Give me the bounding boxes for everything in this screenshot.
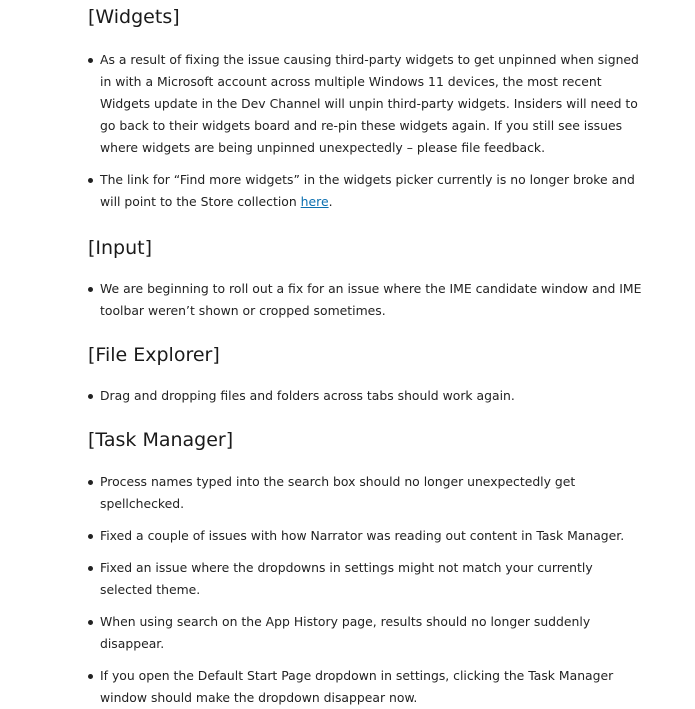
list-item [88,557,648,601]
store-collection-link[interactable]: here [300,194,329,209]
list-item-text: Fixed a couple of issues with how Narrator was reading out content in Task Manager. [100,528,625,543]
list-item-text: Drag and dropping files and folders across tabs should work again. [100,388,515,403]
list-item [88,471,648,515]
section-heading-input: [Input] [88,237,153,259]
list-item-text: As a result of fixing the issue causing third-party widgets to get unpinned when signed in with a Microsoft account across multiple Windows 11 devices, the most recent Widgets update in the Dev Channel will unpin third-party widgets. Insiders will need to go back to their widgets board and re-pin these widgets again. If you still see issues where widgets are being unpinned unexpectedly – please file feedback. [100,52,639,155]
task-manager-list [88,471,648,709]
list-item [88,278,648,322]
widgets-list [88,49,648,213]
list-item [88,525,648,547]
list-item-text: If you open the Default Start Page dropdown in settings, clicking the Task Manager window should make the dropdown disappear now. [100,668,614,705]
list-item [88,665,648,709]
list-item-text: We are beginning to roll out a fix for an issue where the IME candidate window and IME toolbar weren’t shown or cropped sometimes. [100,281,642,318]
list-item [88,611,648,655]
list-item [88,169,648,213]
file-explorer-list [88,385,648,407]
input-list [88,278,648,322]
list-item-text: Fixed an issue where the dropdowns in settings might not match your currently selected theme. [100,560,593,597]
section-heading-task-manager: [Task Manager] [88,429,234,451]
article-body [88,0,648,709]
list-item [88,49,648,159]
list-item [88,385,648,407]
list-item-text: Process names typed into the search box should no longer unexpectedly get spellchecked. [100,474,576,511]
section-heading-file-explorer: [File Explorer] [88,344,220,366]
list-item-text: When using search on the App History page, results should no longer suddenly disappear. [100,614,591,651]
section-heading-widgets: [Widgets] [88,6,180,28]
list-item-text-end: . [328,194,333,209]
list-item-text: The link for “Find more widgets” in the widgets picker currently is no longer broke and will point to the Store collection [100,172,635,209]
